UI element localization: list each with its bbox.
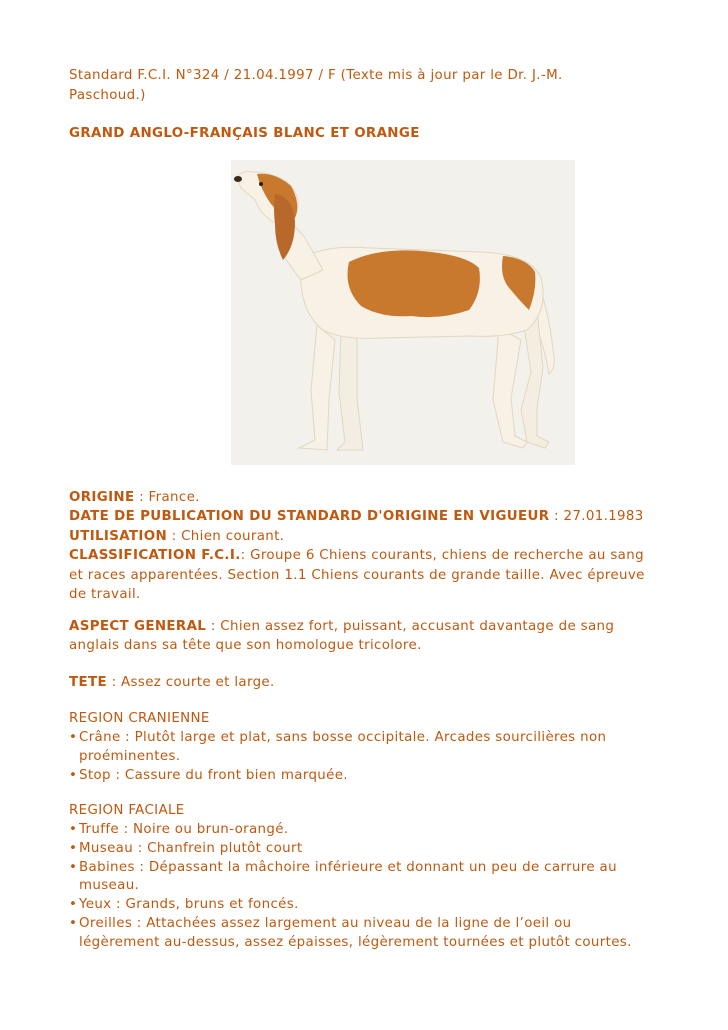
- utilisation-label: UTILISATION: [69, 529, 168, 544]
- list-item: • Museau : Chanfrein plutôt court: [69, 841, 303, 856]
- tete-label: TETE: [69, 675, 107, 690]
- classification-line-1: [69, 546, 669, 566]
- aspect-line-2: anglais dans sa tête que son homologue tricolore.: [69, 638, 422, 653]
- origine-line: [69, 488, 669, 508]
- list-item: • Truffe : Noire ou brun-orangé.: [69, 822, 289, 837]
- tete-value: : Assez courte et large.: [106, 675, 275, 690]
- list-item: • Crâne : Plutôt large et plat, sans bosse occipitale. Arcades sourcilières non: [69, 730, 607, 745]
- list-item: • Babines : Dépassant la mâchoire inférieure et donnant un peu de carrure au: [69, 860, 617, 875]
- classification-label: CLASSIFICATION F.C.I.: [69, 548, 241, 563]
- list-item-continuation: légèrement au-dessus, assez épaisses, légèrement tournées et plutôt courtes.: [79, 935, 632, 950]
- origine-value: : France.: [134, 490, 200, 505]
- classification-line-2: et races apparentées. Section 1.1 Chiens courants de grande taille. Avec épreuve: [69, 568, 645, 583]
- date-line: [69, 507, 669, 527]
- utilisation-value: : Chien courant.: [167, 529, 285, 544]
- cranienne-heading: REGION CRANIENNE: [69, 711, 210, 726]
- date-label: DATE DE PUBLICATION DU STANDARD D'ORIGINE EN VIGUEUR: [69, 509, 550, 524]
- breed-title: GRAND ANGLO-FRANÇAIS BLANC ET ORANGE: [69, 126, 420, 141]
- list-item: • Stop : Cassure du front bien marquée.: [69, 768, 348, 783]
- dog-illustration: [231, 160, 575, 465]
- list-item: • Oreilles : Attachées assez largement au niveau de la ligne de l’oeil ou: [69, 916, 572, 931]
- list-item: • Yeux : Grands, bruns et foncés.: [69, 897, 299, 912]
- list-item-continuation: museau.: [79, 878, 140, 893]
- origine-label: ORIGINE: [69, 490, 135, 505]
- utilisation-line: [69, 527, 669, 547]
- tete-line: [69, 673, 669, 693]
- aspect-line-1: [69, 617, 669, 637]
- aspect-label: ASPECT GENERAL: [69, 619, 207, 634]
- date-value: : 27.01.1983: [549, 509, 644, 524]
- standard-reference-line-2: Paschoud.): [69, 88, 146, 103]
- aspect-value: : Chien assez fort, puissant, accusant davantage de sang: [206, 619, 615, 634]
- classification-value: : Groupe 6 Chiens courants, chiens de recherche au sang: [240, 548, 644, 563]
- dog-photo: [231, 160, 575, 465]
- classification-line-3: de travail.: [69, 587, 141, 602]
- faciale-heading: REGION FACIALE: [69, 803, 185, 818]
- standard-reference-line-1: Standard F.C.I. N°324 / 21.04.1997 / F (Texte mis à jour par le Dr. J.-M.: [69, 68, 563, 83]
- list-item-continuation: proéminentes.: [79, 749, 181, 764]
